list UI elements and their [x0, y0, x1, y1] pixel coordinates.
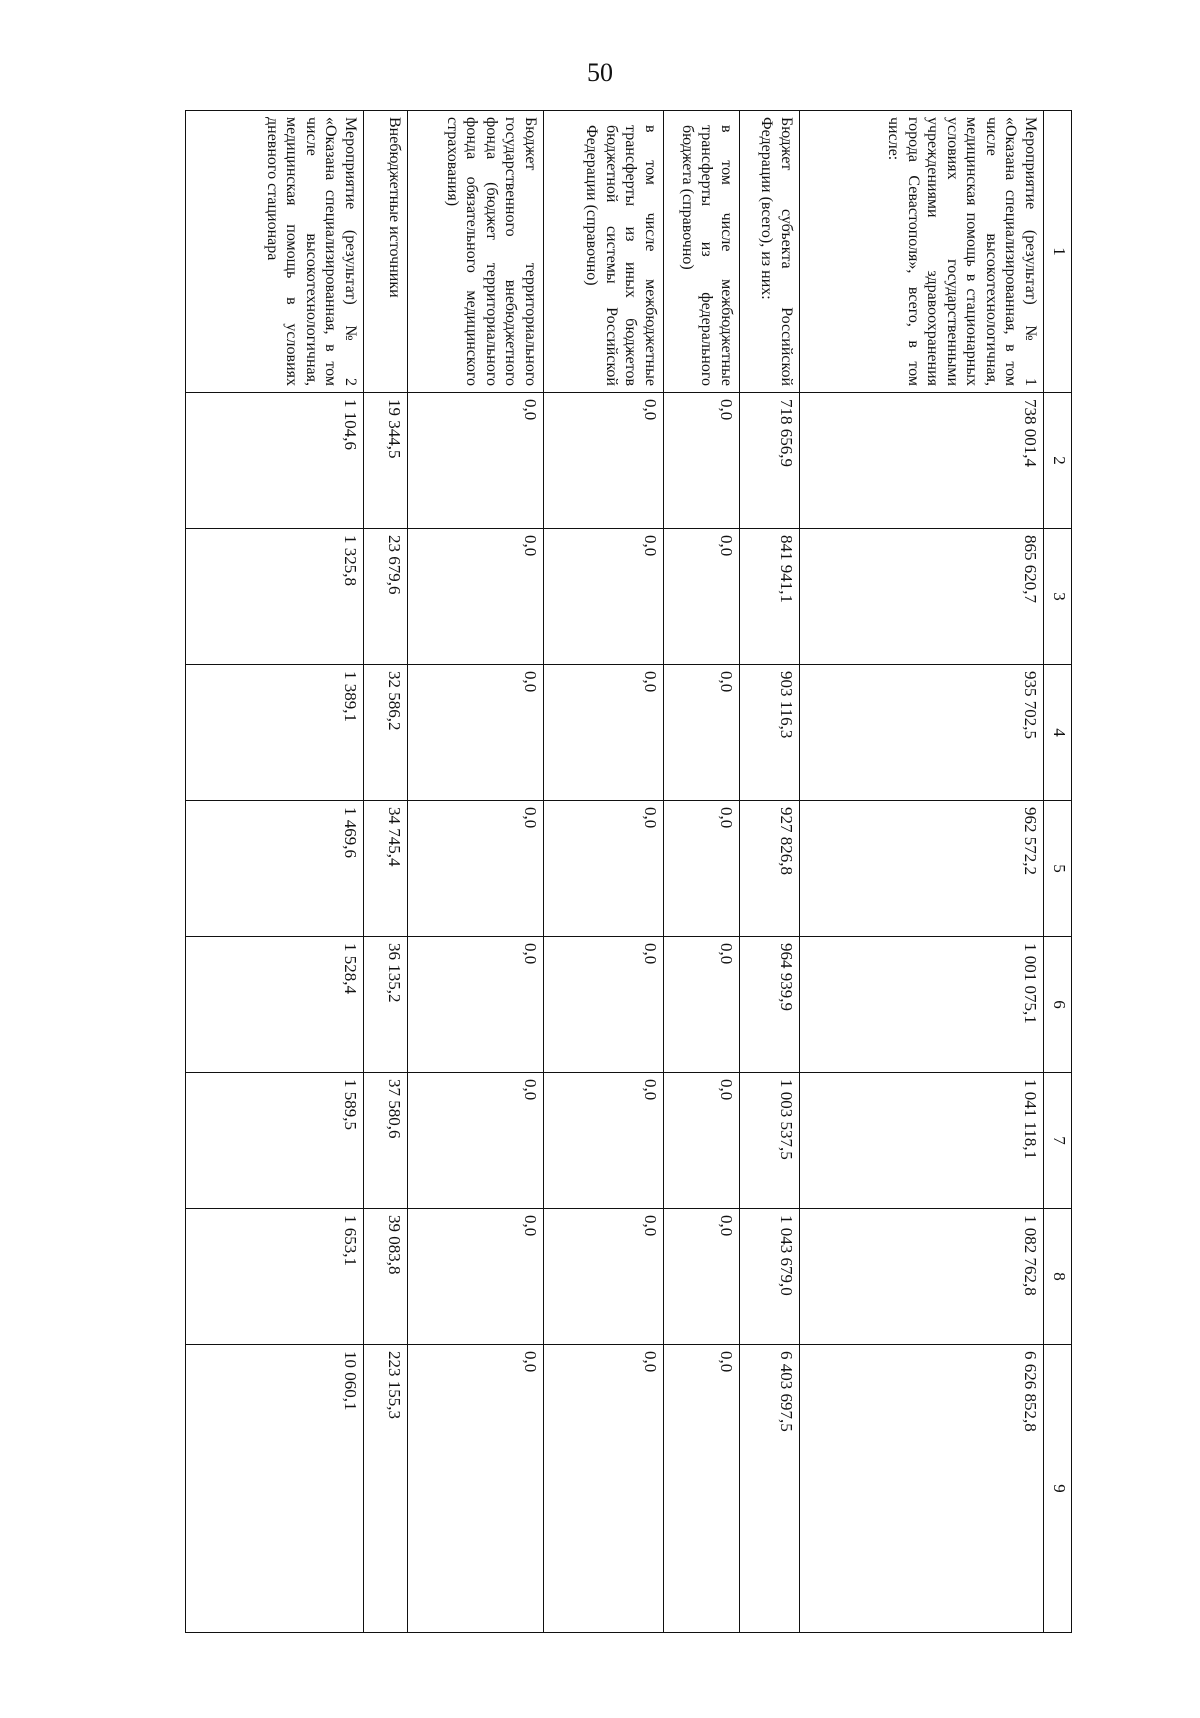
table-cell: 0,0: [664, 801, 740, 937]
table-cell: 841 941,1: [740, 529, 800, 665]
page-number: 50: [587, 58, 613, 87]
budget-table: [185, 110, 1072, 1633]
table-cell: 0,0: [408, 1209, 544, 1345]
table-cell: 0,0: [664, 665, 740, 801]
table-cell: 0,0: [544, 937, 664, 1073]
table-cell: 6 626 852,8: [800, 1345, 1044, 1633]
column-header: 6: [1044, 937, 1072, 1073]
table-cell: 935 702,5: [800, 665, 1044, 801]
row-label: в том числе межбюджетные трансферты из иных бюджетов бюджетной системы Российской Федерации (справочно): [544, 111, 664, 393]
table-cell: 0,0: [544, 1209, 664, 1345]
row-label: Бюджет субъекта Российской Федерации (всего), из них:: [740, 111, 800, 393]
table-cell: 0,0: [664, 1209, 740, 1345]
column-header: 3: [1044, 529, 1072, 665]
table-cell: 865 620,7: [800, 529, 1044, 665]
column-header: 1: [1044, 111, 1072, 393]
table-cell: 223 155,3: [364, 1345, 408, 1633]
table-cell: 36 135,2: [364, 937, 408, 1073]
table-cell: 0,0: [664, 937, 740, 1073]
table-cell: 0,0: [408, 1345, 544, 1633]
table-header-row: [1044, 111, 1072, 1633]
table-cell: 0,0: [408, 1073, 544, 1209]
table-cell: 1 653,1: [186, 1209, 364, 1345]
table-row: [800, 111, 1044, 1633]
table-cell: 0,0: [408, 393, 544, 529]
table-cell: 1 041 118,1: [800, 1073, 1044, 1209]
table-cell: 1 528,4: [186, 937, 364, 1073]
table-row: [408, 111, 544, 1633]
row-label: в том числе межбюджетные трансферты из федерального бюджета (справочно): [664, 111, 740, 393]
table-cell: 34 745,4: [364, 801, 408, 937]
table-cell: 0,0: [408, 937, 544, 1073]
table-cell: 927 826,8: [740, 801, 800, 937]
table-row: [740, 111, 800, 1633]
table-cell: 1 043 679,0: [740, 1209, 800, 1345]
table-cell: 1 589,5: [186, 1073, 364, 1209]
table-cell: 0,0: [664, 393, 740, 529]
table-cell: 0,0: [544, 801, 664, 937]
table-cell: 0,0: [664, 1073, 740, 1209]
table-cell: 37 580,6: [364, 1073, 408, 1209]
table-cell: 1 082 762,8: [800, 1209, 1044, 1345]
column-header: 5: [1044, 801, 1072, 937]
table-cell: 718 656,9: [740, 393, 800, 529]
table-cell: 0,0: [544, 665, 664, 801]
table-cell: 738 001,4: [800, 393, 1044, 529]
table-cell: 10 060,1: [186, 1345, 364, 1633]
table-cell: 0,0: [544, 393, 664, 529]
row-label: Мероприятие (результат) № 1 «Оказана специализированная, в том числе высокотехнологичная, медицинская помощь в стационарных условиях государственными учреждениями здравоохранения города Севастополя», всего, в том числе:: [800, 111, 1044, 393]
row-label: Бюджет территориального государственного внебюджетного фонда (бюджет территориального фонда обязательного медицинского страхования): [408, 111, 544, 393]
table-cell: 1 003 537,5: [740, 1073, 800, 1209]
table-cell: 962 572,2: [800, 801, 1044, 937]
table-cell: 0,0: [664, 1345, 740, 1633]
table-row: [186, 111, 364, 1633]
table-cell: 23 679,6: [364, 529, 408, 665]
table-cell: 0,0: [544, 1345, 664, 1633]
table-cell: 1 104,6: [186, 393, 364, 529]
table-cell: 6 403 697,5: [740, 1345, 800, 1633]
budget-table-container: [186, 110, 1072, 1632]
table-cell: 0,0: [544, 529, 664, 665]
table-cell: 1 469,6: [186, 801, 364, 937]
table-cell: 964 939,9: [740, 937, 800, 1073]
table-cell: 0,0: [544, 1073, 664, 1209]
table-cell: 1 325,8: [186, 529, 364, 665]
row-label: Мероприятие (результат) № 2 «Оказана специализированная, в том числе высокотехнологичная, медицинская помощь в условиях дневного стационара: [186, 111, 364, 393]
table-cell: 19 344,5: [364, 393, 408, 529]
table-cell: 0,0: [408, 801, 544, 937]
column-header: 9: [1044, 1345, 1072, 1633]
column-header: 4: [1044, 665, 1072, 801]
table-cell: 0,0: [408, 529, 544, 665]
table-cell: 0,0: [664, 529, 740, 665]
table-cell: 1 001 075,1: [800, 937, 1044, 1073]
column-header: 2: [1044, 393, 1072, 529]
table-cell: 0,0: [408, 665, 544, 801]
table-cell: 39 083,8: [364, 1209, 408, 1345]
column-header: 7: [1044, 1073, 1072, 1209]
table-cell: 903 116,3: [740, 665, 800, 801]
table-row: [364, 111, 408, 1633]
table-cell: 1 389,1: [186, 665, 364, 801]
row-label: Внебюджетные источники: [364, 111, 408, 393]
table-row: [664, 111, 740, 1633]
table-cell: 32 586,2: [364, 665, 408, 801]
column-header: 8: [1044, 1209, 1072, 1345]
table-row: [544, 111, 664, 1633]
